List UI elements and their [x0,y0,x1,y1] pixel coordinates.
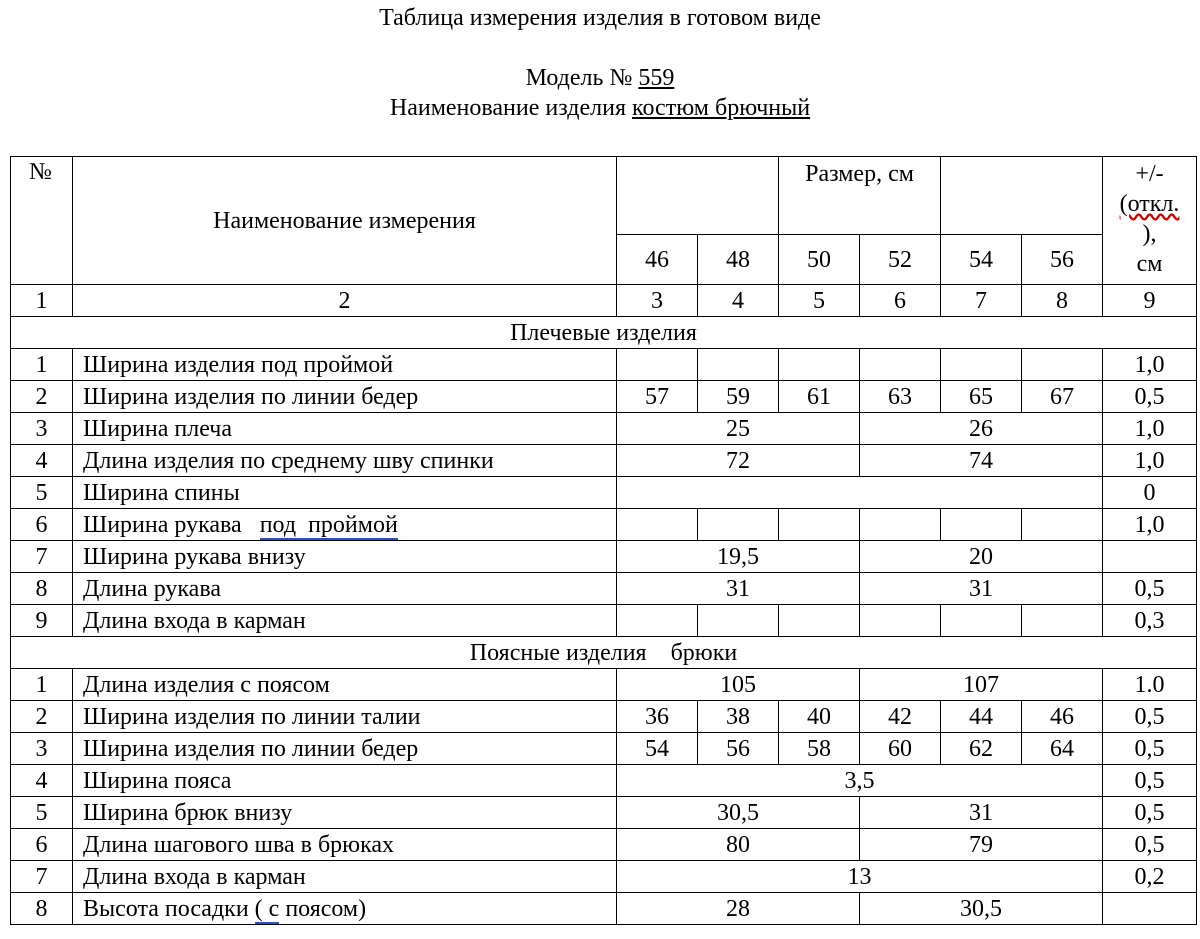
row-tolerance [1103,541,1197,573]
value-cell: 25 [617,413,860,445]
section-title-shoulder: Плечевые изделия [11,317,1197,349]
product-name: костюм брючный [632,95,811,121]
value-cell: 38 [698,701,779,733]
row-no: 7 [11,541,73,573]
value-cell: 64 [1022,733,1103,765]
header-size: Размер, см [779,157,941,235]
value-cell: 30,5 [860,893,1103,925]
table-row [11,349,1197,381]
tolerance-line-2: (откл. [1119,191,1180,217]
table-row [11,573,1197,605]
header-size-blank-left [617,157,779,235]
row-name: Длина шагового шва в брюках [73,829,617,861]
value-cell: 72 [617,445,860,477]
row-no: 1 [11,669,73,701]
table-row [11,797,1197,829]
header-no: № [11,157,73,285]
row-tolerance: 1,0 [1103,413,1197,445]
row-no: 7 [11,861,73,893]
row-no: 8 [11,893,73,925]
value-cell: 65 [941,381,1022,413]
table-row [11,445,1197,477]
row-name: Ширина изделия по линии талии [73,701,617,733]
row-tolerance: 0 [1103,477,1197,509]
size-56: 56 [1022,235,1103,285]
value-cell: 13 [617,861,1103,893]
value-cell: 3,5 [617,765,1103,797]
value-cell: 62 [941,733,1022,765]
value-cell: 80 [617,829,860,861]
table-row [11,701,1197,733]
header-tolerance [1103,157,1197,285]
row-tolerance: 0,5 [1103,381,1197,413]
colnum: 2 [73,285,617,317]
row-name: Ширина изделия по линии бедер [73,381,617,413]
size-52: 52 [860,235,941,285]
value-cell: 28 [617,893,860,925]
row-tolerance: 0,5 [1103,765,1197,797]
value-cell: 26 [860,413,1103,445]
value-cell: 74 [860,445,1103,477]
header-size-blank-right [941,157,1103,235]
row-name: Ширина рукава под проймой [73,509,617,541]
table-row [11,605,1197,637]
row-tolerance: 0,5 [1103,573,1197,605]
row-name: Длина изделия с поясом [73,669,617,701]
colnum: 8 [1022,285,1103,317]
value-cell: 40 [779,701,860,733]
model-number: 559 [638,65,675,91]
size-46: 46 [617,235,698,285]
row-no: 5 [11,797,73,829]
value-cell: 57 [617,381,698,413]
table-row [11,829,1197,861]
value-cell: 56 [698,733,779,765]
value-cell: 107 [860,669,1103,701]
row-tolerance: 0,5 [1103,701,1197,733]
value-cell: 36 [617,701,698,733]
section-title-waist: Поясные изделия брюки [11,637,1197,669]
row-tolerance: 1.0 [1103,669,1197,701]
value-cell: 31 [860,573,1103,605]
colnum: 1 [11,285,73,317]
row-no: 2 [11,701,73,733]
row-name: Ширина пояса [73,765,617,797]
row-no: 6 [11,829,73,861]
value-cell: 58 [779,733,860,765]
value-cell: 46 [1022,701,1103,733]
model-line [0,64,1200,92]
row-no: 3 [11,413,73,445]
value-cell: 30,5 [617,797,860,829]
row-no: 5 [11,477,73,509]
value-cell: 79 [860,829,1103,861]
row-tolerance: 0,5 [1103,733,1197,765]
value-cell: 63 [860,381,941,413]
row-name: Ширина брюк внизу [73,797,617,829]
row-name: Длина рукава [73,573,617,605]
row-name: Ширина рукава внизу [73,541,617,573]
size-48: 48 [698,235,779,285]
row-no: 3 [11,733,73,765]
value-cell: 20 [860,541,1103,573]
row-no: 4 [11,445,73,477]
table-row [11,765,1197,797]
product-label: Наименование изделия [389,95,627,121]
model-label: Модель № [525,65,633,91]
product-line [0,94,1200,122]
size-54: 54 [941,235,1022,285]
column-number-row [11,285,1197,317]
row-name: Длина изделия по среднему шву спинки [73,445,617,477]
row-no: 4 [11,765,73,797]
row-tolerance: 0,5 [1103,797,1197,829]
tolerance-line-3: ), [1142,221,1157,247]
row-tolerance: 1,0 [1103,509,1197,541]
table-row [11,509,1197,541]
colnum: 3 [617,285,698,317]
value-cell: 19,5 [617,541,860,573]
colnum: 9 [1103,285,1197,317]
row-no: 9 [11,605,73,637]
tolerance-line-4: см [1136,251,1163,277]
table-row [11,381,1197,413]
row-tolerance: 0,5 [1103,829,1197,861]
row-name: Ширина изделия под проймой [73,349,617,381]
value-cell: 44 [941,701,1022,733]
header-name: Наименование измерения [73,157,617,285]
value-cell: 59 [698,381,779,413]
value-cell: 67 [1022,381,1103,413]
table-row [11,413,1197,445]
row-tolerance: 0,3 [1103,605,1197,637]
table-row [11,861,1197,893]
row-tolerance: 1,0 [1103,445,1197,477]
table-row [11,477,1197,509]
row-no: 6 [11,509,73,541]
colnum: 5 [779,285,860,317]
table-row [11,733,1197,765]
value-cell: 54 [617,733,698,765]
row-no: 8 [11,573,73,605]
row-name: Ширина изделия по линии бедер [73,733,617,765]
value-cell: 105 [617,669,860,701]
value-cell: 61 [779,381,860,413]
row-name: Ширина спины [73,477,617,509]
table-row [11,893,1197,925]
row-tolerance: 0,2 [1103,861,1197,893]
table-row [11,669,1197,701]
row-name: Длина входа в карман [73,605,617,637]
colnum: 6 [860,285,941,317]
value-cell: 31 [860,797,1103,829]
value-cell: 60 [860,733,941,765]
colnum: 4 [698,285,779,317]
tolerance-line-1: +/- [1135,161,1164,187]
row-name: Длина входа в карман [73,861,617,893]
table-row [11,541,1197,573]
size-50: 50 [779,235,860,285]
row-tolerance [1103,893,1197,925]
row-no: 2 [11,381,73,413]
value-cell: 31 [617,573,860,605]
row-name: Ширина плеча [73,413,617,445]
measurement-table [10,156,1197,925]
row-no: 1 [11,349,73,381]
row-name: Высота посадки ( с поясом) [73,893,617,925]
colnum: 7 [941,285,1022,317]
value-cell: 42 [860,701,941,733]
row-tolerance: 1,0 [1103,349,1197,381]
document-title: Таблица измерения изделия в готовом виде [379,5,821,31]
